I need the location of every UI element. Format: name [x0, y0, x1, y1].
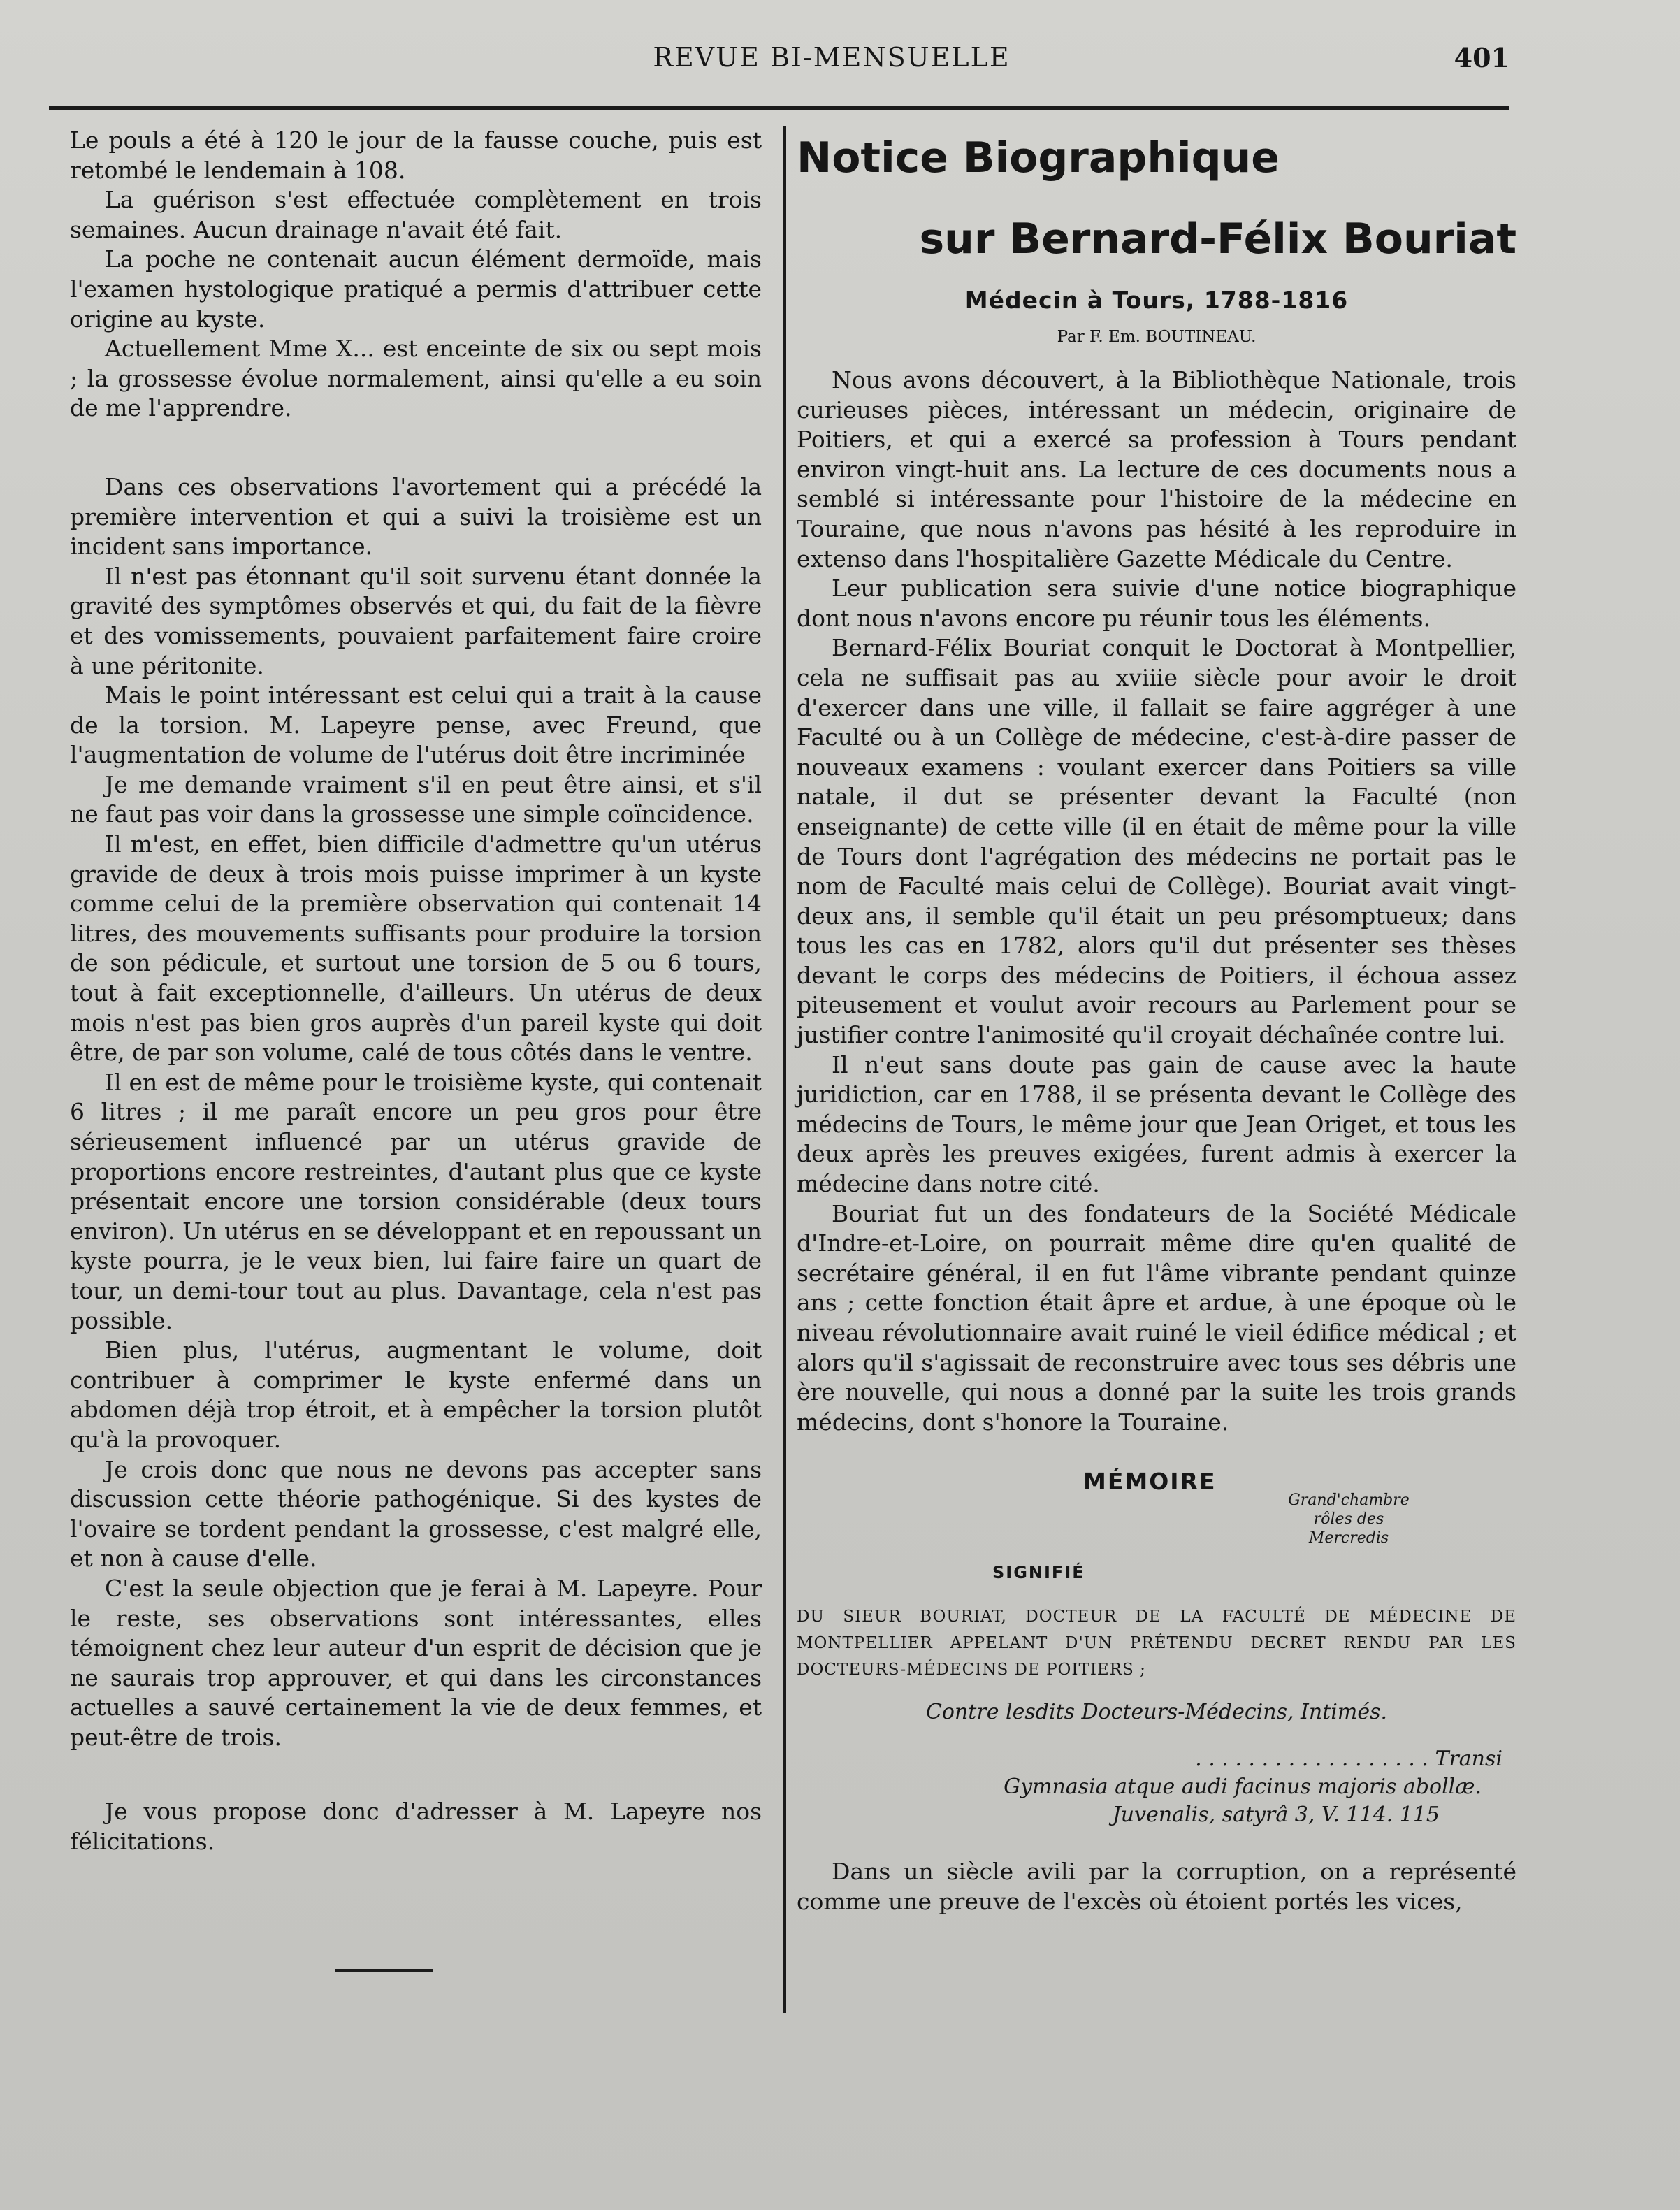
- paragraph: Il n'eut sans doute pas gain de cause avec la haute juridiction, car en 1788, il se présenta devant le Collège des médecins de Tours, le même jour que Jean Origet, et tous les deux après les preuves exigées, furent admis à exercer la médecine dans notre cité.: [797, 1050, 1516, 1198]
- paragraph: La poche ne contenait aucun élément dermoïde, mais l'examen hystologique pratiqué a permis d'attribuer cette origine au kyste.: [70, 245, 762, 333]
- epigraph-line: . . . . . . . . . . . . . . . . . . Transi: [1195, 1747, 1502, 1772]
- memoire-caption: DU SIEUR BOURIAT, DOCTEUR DE LA FACULTÉ DE MÉDECINE DE MONTPELLIER APPELANT D'UN PRÉTENDU DECRET RENDU PAR LES DOCTEURS-MÉDECINS DE POITIERS ;: [797, 1608, 1516, 1680]
- paragraph: Bernard-Félix Bouriat conquit le Doctorat à Montpellier, cela ne suffisait pas au xviiie siècle pour avoir le droit d'exercer dans une ville, il fallait se faire aggréger à une Faculté ou à un Collège de médecine, c'est-à-dire passer de nouveaux examens : voulant exercer dans Poitiers sa ville natale, il dut se présenter devant la Faculté (non enseignante) de cette ville (il en était de même pour la ville de Tours dont l'agrégation des médecins ne portait pas le nom de Faculté mais celui de Collège). Bouriat avait vingt-deux ans, il semble qu'il était un peu présomptueux; dans tous les cas en 1782, alors qu'il dut présenter ses thèses devant le corps des médecins de Poitiers, il échoua assez piteusement et voulut avoir recours au Parlement pour se justifier contre l'animosité qu'il croyait déchaînée contre lui.: [797, 634, 1516, 1049]
- epigraph-line: Gymnasia atque audi facinus majoris abollæ.: [1004, 1775, 1482, 1800]
- right-column: [797, 126, 1516, 1917]
- left-column: [70, 126, 762, 1972]
- paragraph: Le pouls a été à 120 le jour de la fausse couche, puis est retombé le lendemain à 108.: [70, 127, 762, 184]
- section-gap: [70, 424, 762, 472]
- memoire-contre: Contre lesdits Docteurs-Médecins, Intimés.: [925, 1700, 1388, 1725]
- paragraph: Bouriat fut un des fondateurs de la Société Médicale d'Indre-et-Loire, on pourrait même dire qu'en qualité de secrétaire général, il en fut l'âme vibrante pendant quinze ans ; cette fonction était âpre et ardue, à une époque où le niveau révolutionnaire avait ruiné le vieil édifice médical ; et alors qu'il s'agissait de reconstruire avec tous ses débris une ère nouvelle, qui nous a donné par la suite les trois grands médecins, dont s'honore la Touraine.: [797, 1199, 1516, 1436]
- memoire-signifie: SIGNIFIÉ: [992, 1563, 1085, 1583]
- paragraph: La guérison s'est effectuée complètement en trois semaines. Aucun drainage n'avait été fait.: [70, 186, 762, 243]
- notice-title: Notice Biographique: [797, 133, 1280, 182]
- memoire-note-line: rôles des Mercredis: [1308, 1510, 1389, 1547]
- paragraph: Nous avons découvert, à la Bibliothèque Nationale, trois curieuses pièces, intéressant un médecin, originaire de Poitiers, et qui a exercé sa profession à Tours pendant environ vingt-huit ans. La lecture de ces documents nous a semblé si intéressante pour l'histoire de la médecine en Touraine, que nous n'avons pas hésité à les reproduire in extenso dans l'hospitalière Gazette Médicale du Centre.: [797, 366, 1516, 572]
- end-rule: [335, 1969, 433, 1972]
- paragraph: Je crois donc que nous ne devons pas accepter sans discussion cette théorie pathogénique. Si des kystes de l'ovaire se tordent pendant la grossesse, c'est malgré elle, et non à cause d'elle.: [70, 1455, 762, 1573]
- journal-title: REVUE BI-MENSUELLE: [653, 42, 1011, 73]
- memoire-note-line: Grand'chambre: [1288, 1492, 1410, 1510]
- section-gap: [70, 1752, 762, 1797]
- paragraph: Dans ces observations l'avortement qui a précédé la première intervention et qui a suivi la troisième est un incident sans importance.: [70, 472, 762, 561]
- paragraph: Je me demande vraiment s'il en peut être ainsi, et s'il ne faut pas voir dans la grossesse une simple coïncidence.: [70, 770, 762, 828]
- notice-byline: Par F. Em. BOUTINEAU.: [1057, 328, 1257, 346]
- paragraph: Leur publication sera suivie d'une notice biographique dont nous n'avons encore pu réunir tous les éléments.: [797, 575, 1516, 632]
- paragraph: Actuellement Mme X... est enceinte de six ou sept mois ; la grossesse évolue normalement, ainsi qu'elle a eu soin de me l'apprendre.: [70, 335, 762, 422]
- closing-paragraph: Je vous propose donc d'adresser à M. Lapeyre nos félicitations.: [70, 1798, 762, 1856]
- notice-subtitle: sur Bernard-Félix Bouriat: [919, 215, 1516, 263]
- epigraph-attribution: Juvenalis, satyrâ 3, V. 114. 115: [1112, 1803, 1440, 1828]
- page-number: 401: [1454, 42, 1509, 73]
- paragraph: Il n'est pas étonnant qu'il soit survenu étant donnée la gravité des symptômes observés et qui, du fait de la fièvre et des vomissements, pouvaient parfaitement faire croire à une péritonite.: [70, 562, 762, 679]
- paragraph: C'est la seule objection que je ferai à M. Lapeyre. Pour le reste, ses observations sont intéressantes, elles témoignent chez leur auteur d'un esprit de décision que je ne saurais trop approuver, et qui dans les circonstances actuelles a sauvé certainement la vie de deux femmes, et peut-être de trois.: [70, 1574, 762, 1751]
- column-divider: [783, 126, 786, 2013]
- paragraph: Il m'est, en effet, bien difficile d'admettre qu'un utérus gravide de deux à trois mois puisse imprimer à un kyste comme celui de la première observation qui contenait 14 litres, des mouvements suffisants pour produire la torsion de son pédicule, et surtout une torsion de 5 ou 6 tours, tout à fait exceptionnelle, d'ailleurs. Un utérus de deux mois n'est pas bien gros auprès d'un pareil kyste qui doit être, de par son volume, calé de tous côtés dans le ventre.: [70, 830, 762, 1067]
- paragraph: Dans un siècle avili par la corruption, on a représenté comme une preuve de l'excès où étoient portés les vices,: [797, 1858, 1516, 1915]
- header-rule: [49, 106, 1509, 110]
- epigraph: [797, 1745, 1516, 1829]
- paragraph: Bien plus, l'utérus, augmentant le volume, doit contribuer à comprimer le kyste enfermé dans un abdomen déjà trop étroit, et à empêcher la torsion plutôt qu'à la provoquer.: [70, 1336, 762, 1453]
- notice-role: Médecin à Tours, 1788-1816: [964, 287, 1349, 314]
- memoire-note: [1272, 1491, 1426, 1547]
- running-head: [49, 42, 1509, 84]
- memoire-title: MÉMOIRE: [1083, 1468, 1217, 1496]
- article-body-continued: [797, 1857, 1516, 1916]
- article-body: [797, 366, 1516, 1437]
- paragraph: Mais le point intéressant est celui qui a trait à la cause de la torsion. M. Lapeyre pense, avec Freund, que l'augmentation de volume de l'utérus doit être incriminée: [70, 681, 762, 769]
- paragraph: Il en est de même pour le troisième kyste, qui contenait 6 litres ; il me paraît encore un peu gros pour être sérieusement influencé par un utérus gravide de proportions encore restreintes, d'autant plus que ce kyste présentait encore une torsion considérable (deux tours environ). Un utérus en se développant et en repoussant un kyste pourra, je le veux bien, lui faire faire un quart de tour, un demi-tour tout au plus. Davantage, cela n'est pas possible.: [70, 1068, 762, 1334]
